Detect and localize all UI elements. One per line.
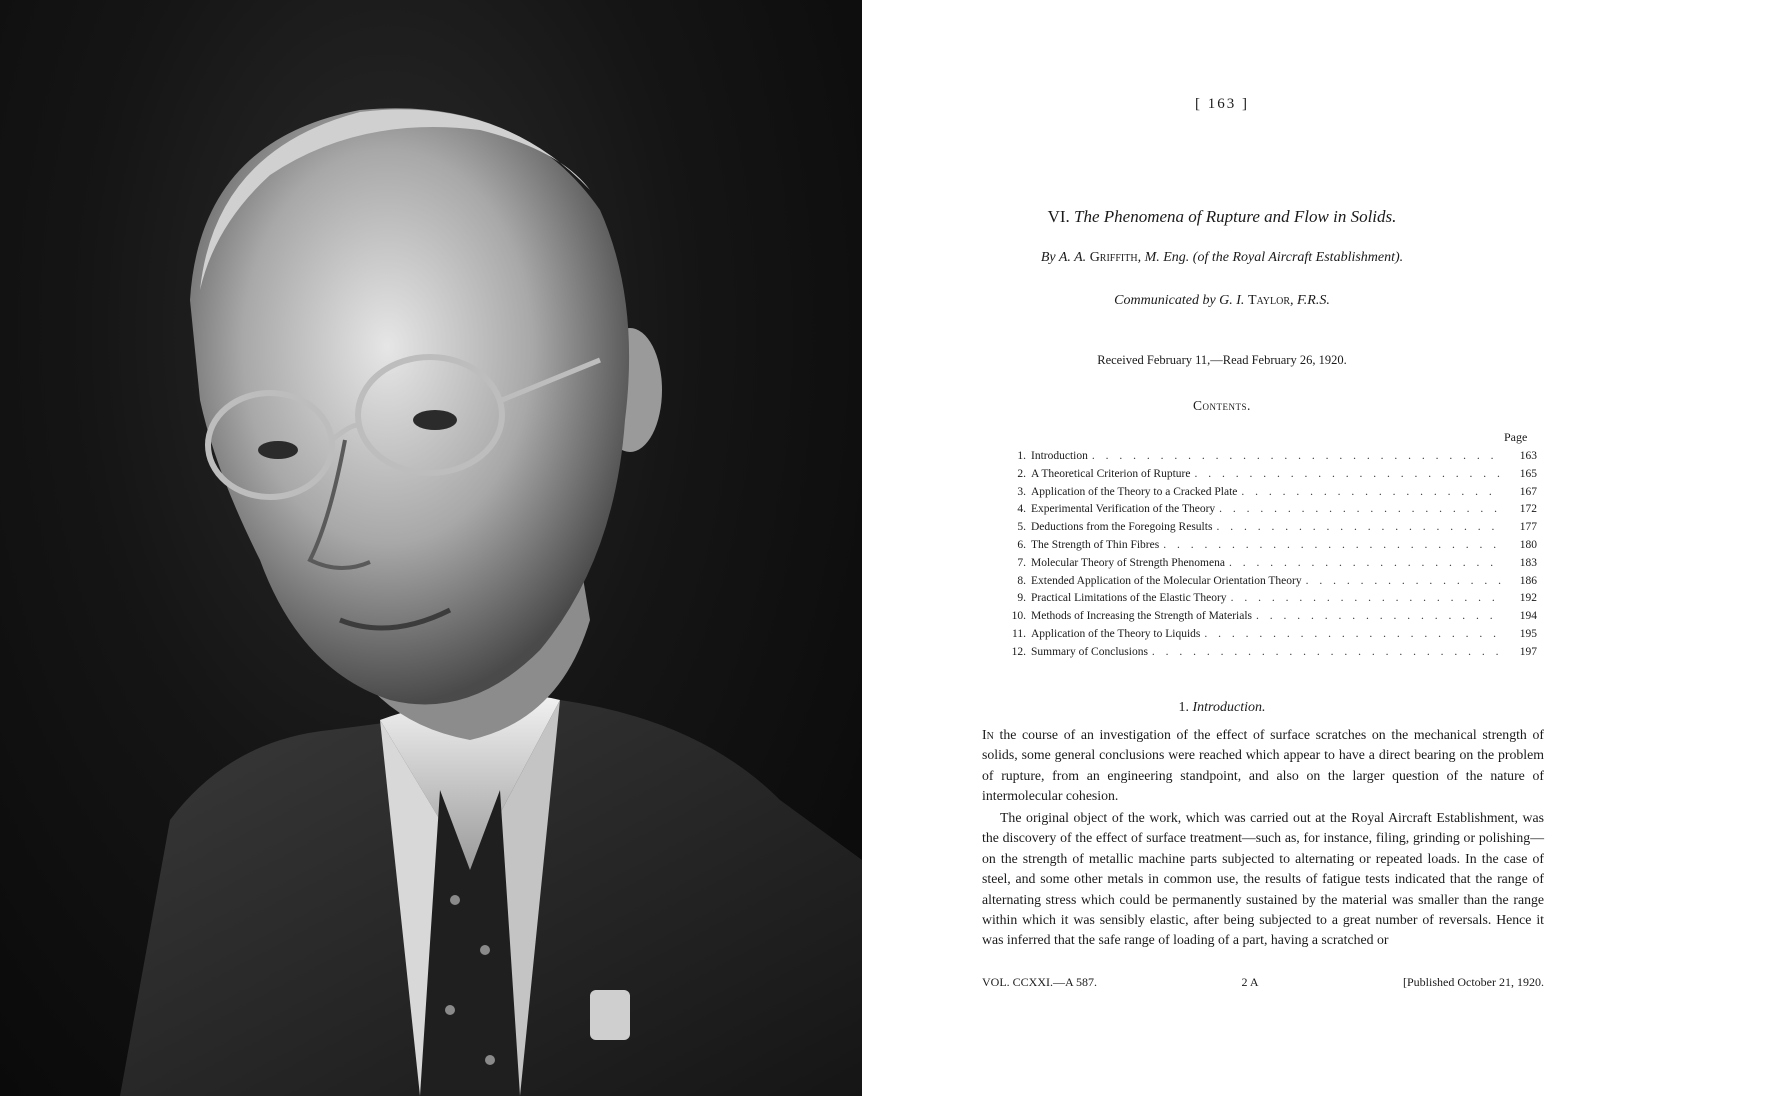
- byline-suffix: , M. Eng. (of the Royal Aircraft Establishment).: [1137, 250, 1404, 265]
- toc-number: 5.: [1017, 521, 1026, 534]
- toc-number: 10.: [1011, 610, 1026, 623]
- toc-entry: [1002, 555, 1537, 573]
- toc-page: 180: [1519, 538, 1537, 551]
- toc-entry: [1002, 537, 1537, 555]
- toc-label: A Theoretical Criterion of Rupture: [1031, 467, 1191, 480]
- toc-page: 183: [1519, 556, 1537, 569]
- communicated-by: [862, 293, 1582, 309]
- page-number: [ 163 ]: [1195, 96, 1249, 112]
- toc-entry: [1002, 466, 1537, 484]
- paper-title-number: VI.: [1047, 207, 1070, 226]
- toc-entry: [1002, 608, 1537, 626]
- toc-page: 167: [1519, 485, 1537, 498]
- toc-entry: [1002, 501, 1537, 519]
- toc-page: 192: [1519, 592, 1537, 605]
- footer-volume: VOL. CCXXI.—A 587.: [982, 975, 1098, 989]
- page-column-label: Page: [1504, 430, 1528, 444]
- section-title: Introduction.: [1192, 700, 1266, 715]
- toc-entry: [1002, 590, 1537, 608]
- author-name: Griffith: [1089, 250, 1138, 265]
- toc-entry: [1002, 626, 1537, 644]
- toc-number: 8.: [1017, 574, 1026, 587]
- toc-number: 1.: [1017, 450, 1026, 462]
- toc-number: 9.: [1017, 592, 1026, 605]
- toc-label: Methods of Increasing the Strength of Materials: [1031, 610, 1252, 623]
- toc-label: Deductions from the Foregoing Results: [1031, 521, 1213, 534]
- footer-published: [Published October 21, 1920.: [1403, 975, 1544, 989]
- portrait-photo: [0, 0, 862, 1096]
- communicator-name: Taylor: [1247, 293, 1291, 308]
- byline-prefix: By A. A.: [1040, 250, 1087, 265]
- received-date: Received February 11,—Read February 26, 1920.: [1097, 353, 1347, 367]
- toc-label: Extended Application of the Molecular Orientation Theory: [1031, 574, 1302, 587]
- toc-page: 195: [1519, 627, 1537, 640]
- author-byline: [862, 250, 1582, 266]
- toc-page: 165: [1519, 467, 1537, 480]
- toc-page: 197: [1519, 645, 1537, 658]
- toc-page: 177: [1519, 521, 1537, 534]
- toc-entry: [1002, 448, 1537, 466]
- body-paragraph: The original object of the work, which was carried out at the Royal Aircraft Establishment, was the discovery of the effect of surface treatment—such as, for instance, filing, grinding or polishing—on the strength of metallic machine parts subjected to alternating or repeated loads. In the case of steel, and some other metals in common use, the results of fatigue tests indicated that the range of alternating stress which could be permanently sustained by the material was smaller than the range within which it was sensibly elastic, after being subjected to a great number of reversals. Hence it was inferred that the safe range of loading of a part, having a scratched or: [982, 810, 1544, 948]
- toc-label: Application of the Theory to a Cracked Plate: [1031, 485, 1238, 498]
- portrait-photo-icon: [0, 0, 862, 1096]
- table-of-contents: [1002, 448, 1537, 662]
- footer-signature: 2 A: [1241, 975, 1259, 989]
- toc-number: 6.: [1017, 538, 1026, 551]
- toc-number: 11.: [1012, 627, 1026, 640]
- toc-number: 2.: [1017, 467, 1026, 480]
- toc-label: Application of the Theory to Liquids: [1031, 627, 1201, 640]
- section-number: 1.: [1178, 700, 1189, 715]
- toc-page: 194: [1519, 610, 1537, 623]
- toc-page: 172: [1519, 503, 1537, 516]
- communicated-suffix: , F.R.S.: [1290, 293, 1330, 308]
- contents-heading: Contents.: [1193, 398, 1251, 413]
- paragraph-lead: In: [982, 727, 994, 742]
- section-heading: [862, 700, 1582, 716]
- toc-entry: [1002, 519, 1537, 537]
- toc-label: Experimental Verification of the Theory: [1031, 503, 1216, 516]
- toc-label: Molecular Theory of Strength Phenomena: [1031, 556, 1225, 569]
- paragraph-text: the course of an investigation of the effect of surface scratches on the mechanical strength of solids, some general conclusions were reached which appear to have a direct bearing on the problem of rupture, from an engineering standpoint, and also on the larger question of the nature of intermolecular cohesion.: [982, 727, 1544, 804]
- toc-number: 12.: [1011, 645, 1026, 658]
- toc-number: 7.: [1017, 556, 1026, 569]
- document-page: [862, 0, 1766, 1096]
- toc-entry: [1002, 484, 1537, 502]
- toc-label: The Strength of Thin Fibres: [1031, 538, 1160, 551]
- communicated-prefix: Communicated by G. I.: [1114, 293, 1245, 308]
- toc-page: 163: [1519, 450, 1537, 462]
- toc-label: Introduction: [1031, 450, 1088, 462]
- body-paragraph: [982, 725, 1544, 807]
- toc-number: 3.: [1017, 485, 1026, 498]
- toc-page: 186: [1519, 574, 1537, 587]
- toc-label: Summary of Conclusions: [1031, 645, 1148, 658]
- toc-label: Practical Limitations of the Elastic Theory: [1031, 592, 1227, 605]
- page-footer: [982, 975, 1544, 990]
- toc-entry: [1002, 573, 1537, 591]
- paper-title: [862, 207, 1582, 227]
- toc-number: 4.: [1017, 503, 1026, 516]
- toc-entry: [1002, 644, 1537, 662]
- paper-title-text: The Phenomena of Rupture and Flow in Solids.: [1074, 207, 1397, 226]
